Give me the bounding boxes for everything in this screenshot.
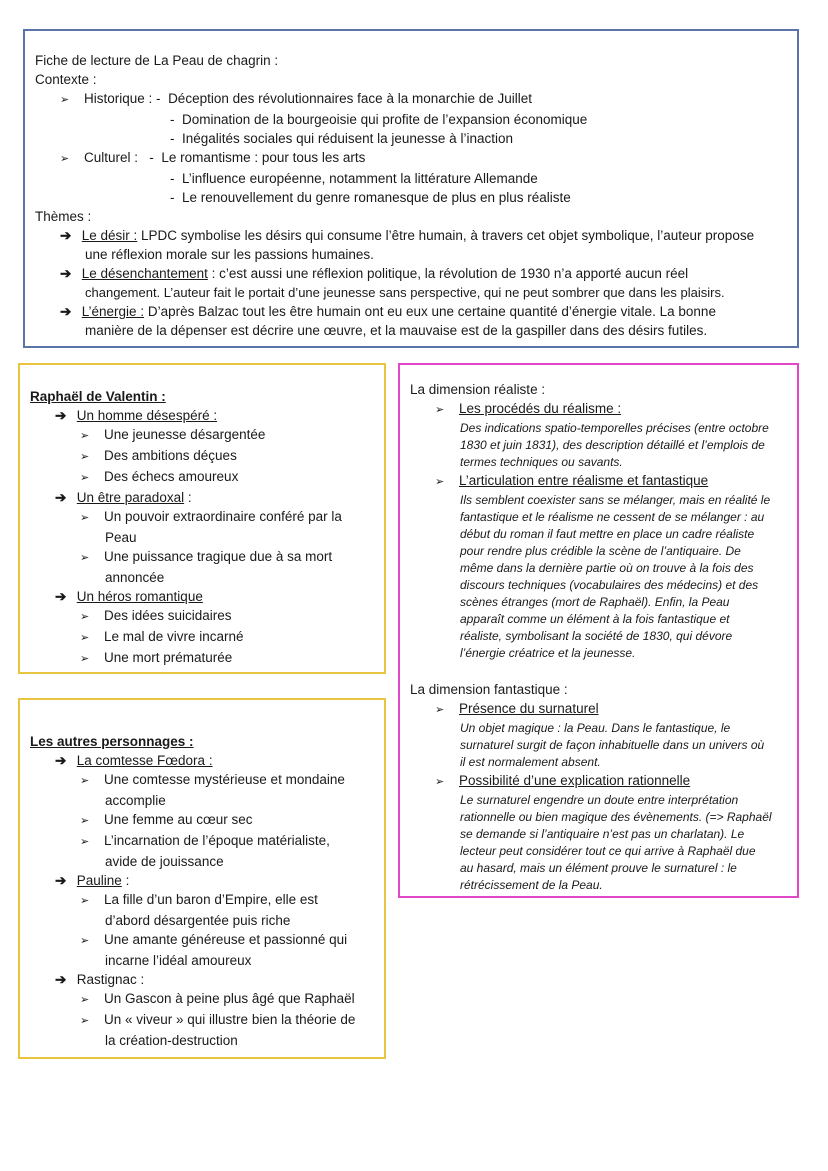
italic-text-line: fantastique et le réalisme ne cessent de se mélanger : au: [460, 510, 765, 524]
character-trait-group: [30, 751, 374, 770]
list-item: [30, 770, 374, 791]
arrow-bullet-icon: ➔: [55, 873, 67, 888]
list-item-text: incarne l’idéal amoureux: [105, 953, 252, 968]
theme-label: Le désir :: [81, 228, 138, 243]
character-trait-group: [30, 406, 374, 425]
list-item-text: Un pouvoir extraordinaire conféré par la: [104, 509, 342, 524]
raphael-title: Raphaël de Valentin :: [30, 389, 166, 404]
raphael-box: [18, 363, 386, 674]
group-label: Un homme désespéré :: [76, 408, 218, 423]
italic-text-line: rationnelle ou bien magique des évènements. (=> Raphaël: [460, 810, 772, 824]
group-label-suffix: :: [121, 873, 130, 888]
italic-text-line: Un objet magique : la Peau. Dans le fantastique, le: [460, 721, 731, 735]
dimension-subheading: [410, 771, 787, 792]
subheading-label: L’articulation entre réalisme et fantastique: [459, 473, 709, 488]
theme-row: ➔ L’énergie : D’après Balzac tout les être humain ont eu eux une certaine quantité d’énergie vitale. La bonne: [60, 304, 716, 319]
italic-text-line: Des indications spatio-temporelles précises (entre octobre: [460, 421, 769, 435]
triangle-bullet-icon: ➢: [435, 776, 445, 788]
dimension-subheading: [410, 399, 787, 420]
list-item: [30, 831, 374, 852]
triangle-bullet-icon: ➢: [80, 512, 90, 524]
triangle-bullet-icon: ➢: [80, 611, 90, 623]
triangle-bullet-icon: ➢: [80, 430, 90, 442]
list-item: [30, 930, 374, 951]
list-item-text: Une jeunesse désargentée: [104, 427, 266, 442]
list-item: [30, 547, 374, 568]
group-label: Un héros romantique: [76, 589, 203, 604]
list-item: [30, 648, 374, 669]
list-item-cont: [30, 528, 374, 547]
triangle-bullet-icon: ➢: [435, 404, 445, 416]
group-label: Pauline: [76, 873, 122, 888]
list-item-text: Le mal de vivre incarné: [104, 629, 244, 644]
culturel-row-2: - L’influence européenne, notamment la littérature Allemande: [170, 171, 538, 186]
historique-row-1: ➢ Historique : - Déception des révolutionnaires face à la monarchie de Juillet: [35, 89, 787, 110]
list-item: [30, 989, 374, 1010]
list-item-cont: [30, 791, 374, 810]
document-title: Fiche de lecture de La Peau de chagrin :: [35, 53, 279, 68]
italic-text-line: scènes étranges (mort de Raphaël). Enfin, la Peau: [460, 595, 730, 609]
subheading-label: Possibilité d’une explication rationnelle: [459, 773, 691, 788]
list-item-text: accomplie: [105, 793, 166, 808]
arrow-bullet-icon: ➔: [60, 304, 72, 319]
historique-item: Déception des révolutionnaires face à la monarchie de Juillet: [168, 91, 533, 106]
italic-text-line: il est normalement absent.: [460, 755, 601, 769]
historique-label: Historique :: [84, 91, 153, 106]
triangle-bullet-icon: ➢: [80, 653, 90, 665]
culturel-row-3: - Le renouvellement du genre romanesque de plus en plus réaliste: [170, 190, 571, 205]
realist-dimension-title: La dimension réaliste :: [410, 382, 546, 397]
triangle-bullet-icon: ➢: [80, 472, 90, 484]
arrow-bullet-icon: ➔: [55, 972, 67, 987]
list-item-text: Une comtesse mystérieuse et mondaine: [104, 772, 345, 787]
list-item: [30, 425, 374, 446]
character-trait-group: [30, 587, 374, 606]
culturel-item: Le renouvellement du genre romanesque de plus en plus réaliste: [182, 190, 571, 205]
italic-text-line: termes techniques ou savants.: [460, 455, 623, 469]
other-characters-groups: [30, 751, 374, 1050]
character-trait-group: [30, 871, 374, 890]
triangle-bullet-icon: ➢: [80, 935, 90, 947]
list-item-text: La fille d’un baron d’Empire, elle est: [104, 892, 318, 907]
list-item-text: avide de jouissance: [105, 854, 224, 869]
italic-text-line: lecteur peut considérer tout ce qui arrive à Raphaël due: [460, 844, 756, 858]
italic-text-line: 1830 et juin 1831), des description détaillé et l’emplois de: [460, 438, 765, 452]
triangle-bullet-icon: ➢: [80, 632, 90, 644]
culturel-item: L’influence européenne, notamment la littérature Allemande: [182, 171, 538, 186]
historique-item: Inégalités sociales qui réduisent la jeunesse à l’inaction: [182, 131, 513, 146]
italic-text-line: se demande si l’antiquaire n’est pas un charlatan). Le: [460, 827, 745, 841]
list-item-text: Un Gascon à peine plus âgé que Raphaël: [104, 991, 355, 1006]
list-item: [30, 467, 374, 488]
group-label: La comtesse Fœdora :: [76, 753, 213, 768]
theme-row-cont: manière de la dépenser est décrire une œuvre, et la mauvaise est de la gaspiller dans des désirs futiles.: [85, 323, 708, 338]
list-item-text: annoncée: [105, 570, 165, 585]
triangle-bullet-icon: ➢: [80, 451, 90, 463]
other-characters-title: Les autres personnages :: [30, 734, 194, 749]
historique-row-2: - Domination de la bourgeoisie qui profite de l’expansion économique: [170, 112, 588, 127]
italic-text-line: réaliste, symbolisant la société de 1830, qui dévore: [460, 629, 733, 643]
italic-text-line: Ils semblent coexister sans se mélanger, mais en réalité le: [460, 493, 771, 507]
arrow-bullet-icon: ➔: [55, 408, 67, 423]
character-trait-group: [30, 488, 374, 507]
culturel-item: Le romantisme : pour tous les arts: [161, 150, 366, 165]
italic-text-line: apparaît comme un élément à la fois fantastique et: [460, 612, 730, 626]
other-characters-box: [18, 698, 386, 1059]
list-item: [30, 627, 374, 648]
list-item-text: Une femme au cœur sec: [104, 812, 253, 827]
list-item-text: Des échecs amoureux: [104, 469, 239, 484]
theme-label: Le désenchantement: [81, 266, 208, 281]
realist-groups: [410, 399, 787, 662]
list-item: [30, 890, 374, 911]
historique-item: Domination de la bourgeoisie qui profite de l’expansion économique: [182, 112, 588, 127]
list-item-cont: [30, 951, 374, 970]
list-item-text: Peau: [105, 530, 137, 545]
triangle-bullet-icon: ➢: [80, 895, 90, 907]
theme-row-cont: changement. L’auteur fait le portait d’une jeunesse sans perspective, qui ne peut sombrer que dans les plaisirs.: [85, 285, 725, 300]
triangle-bullet-icon: ➢: [435, 704, 445, 716]
themes-heading: Thèmes :: [35, 209, 92, 224]
list-item-text: Une mort prématurée: [104, 650, 233, 665]
dimension-subheading: [410, 471, 787, 492]
list-item: [30, 810, 374, 831]
list-item-cont: [30, 568, 374, 587]
italic-text-line: Le surnaturel engendre un doute entre interprétation: [460, 793, 739, 807]
triangle-bullet-icon: ➢: [80, 815, 90, 827]
culturel-label: Culturel :: [84, 150, 139, 165]
group-label: Rastignac :: [76, 972, 145, 987]
italic-text-line: au hasard, mais un élément prouve le surnaturel : le: [460, 861, 737, 875]
group-label-suffix: :: [184, 490, 192, 505]
list-item-text: la création-destruction: [105, 1033, 238, 1048]
list-item: [30, 446, 374, 467]
culturel-row-1: ➢ Culturel : - Le romantisme : pour tous les arts: [35, 148, 787, 169]
raphael-groups: [30, 406, 374, 669]
list-item-cont: [30, 852, 374, 871]
italic-text-line: rétrécissement de la Peau.: [460, 878, 603, 892]
triangle-bullet-icon: ➢: [80, 836, 90, 848]
arrow-bullet-icon: ➔: [60, 266, 72, 281]
italic-text-line: surnaturel surgit de façon inhabituelle dans un univers où: [460, 738, 765, 752]
italic-text-line: pour rendre plus crédible la scène de l’antiquaire. De: [460, 544, 741, 558]
triangle-bullet-icon: ➢: [80, 775, 90, 787]
list-item-text: Des ambitions déçues: [104, 448, 237, 463]
subheading-label: Présence du surnaturel: [459, 701, 599, 716]
subheading-label: Les procédés du réalisme :: [459, 401, 622, 416]
historique-row-3: - Inégalités sociales qui réduisent la jeunesse à l’inaction: [170, 131, 513, 146]
italic-text-line: l’énergie créatrice et la jeunesse.: [460, 646, 636, 660]
context-box: [23, 29, 799, 348]
triangle-bullet-icon: ➢: [80, 994, 90, 1006]
triangle-bullet-icon: ➢: [435, 476, 445, 488]
list-item-text: Une puissance tragique due à sa mort: [104, 549, 333, 564]
list-item-cont: [30, 1031, 374, 1050]
list-item-text: Une amante généreuse et passionné qui: [104, 932, 348, 947]
arrow-bullet-icon: ➔: [55, 753, 67, 768]
italic-text-line: même dans la dernière partie où on trouve à la fois des: [460, 561, 754, 575]
list-item-cont: [30, 911, 374, 930]
italic-text-line: discours techniques (vocabulaires des médecins) et des: [460, 578, 759, 592]
list-item-text: Des idées suicidaires: [104, 608, 232, 623]
theme-row-cont: une réflexion morale sur les passions humaines.: [85, 247, 374, 262]
triangle-bullet-icon: ➢: [60, 153, 70, 165]
triangle-bullet-icon: ➢: [60, 94, 70, 106]
character-trait-group: [30, 970, 374, 989]
triangle-bullet-icon: ➢: [80, 552, 90, 564]
list-item-text: d’abord désargentée puis riche: [105, 913, 291, 928]
theme-label: L’énergie :: [81, 304, 145, 319]
theme-row: ➔ Le désenchantement : c’est aussi une réflexion politique, la révolution de 1930 n’a apporté aucun réel: [60, 266, 689, 281]
italic-text-line: début du roman il faut mettre en place un cadre réaliste: [460, 527, 755, 541]
list-item: [30, 606, 374, 627]
fantastic-groups: [410, 699, 787, 894]
list-item-text: Un « viveur » qui illustre bien la théorie de: [104, 1012, 356, 1027]
dimensions-box: [398, 363, 799, 898]
fantastic-dimension-title: La dimension fantastique :: [410, 682, 568, 697]
arrow-bullet-icon: ➔: [55, 490, 67, 505]
context-heading: Contexte :: [35, 72, 97, 87]
dimension-subheading: [410, 699, 787, 720]
theme-row: ➔ Le désir : LPDC symbolise les désirs qui consume l’être humain, à travers cet objet symbolique, l’auteur propose: [60, 228, 755, 243]
group-label: Un être paradoxal: [76, 490, 185, 505]
triangle-bullet-icon: ➢: [80, 1015, 90, 1027]
list-item: [30, 1010, 374, 1031]
list-item-text: L’incarnation de l’époque matérialiste,: [104, 833, 330, 848]
arrow-bullet-icon: ➔: [55, 589, 67, 604]
arrow-bullet-icon: ➔: [60, 228, 72, 243]
list-item: [30, 507, 374, 528]
